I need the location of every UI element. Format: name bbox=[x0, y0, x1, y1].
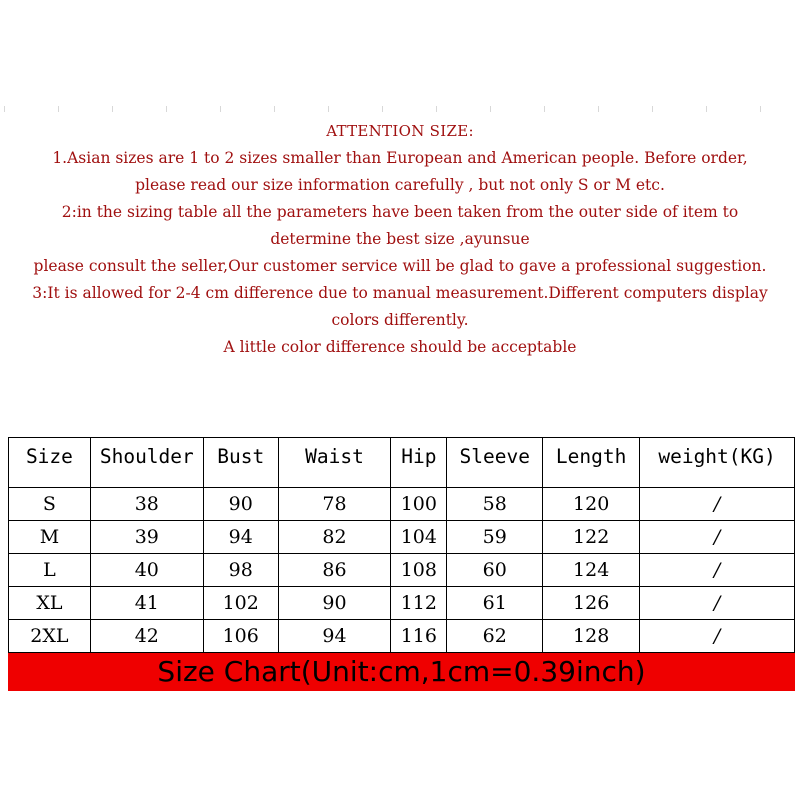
notice-line: please read our size information carefully , but not only S or M etc. bbox=[135, 176, 665, 194]
cell-sleeve: 62 bbox=[447, 620, 543, 653]
cell-shoulder: 38 bbox=[90, 488, 203, 521]
cell-waist: 94 bbox=[278, 620, 391, 653]
cell-length: 122 bbox=[543, 521, 640, 554]
cell-shoulder: 39 bbox=[90, 521, 203, 554]
size-chart-banner: Size Chart(Unit:cm,1cm=0.39inch) bbox=[8, 653, 795, 691]
table-header-row bbox=[9, 438, 795, 488]
cell-shoulder: 40 bbox=[90, 554, 203, 587]
cell-length: 120 bbox=[543, 488, 640, 521]
cell-size: M bbox=[9, 521, 91, 554]
header-length: Length bbox=[543, 438, 640, 488]
table-row bbox=[9, 587, 795, 620]
cell-sleeve: 61 bbox=[447, 587, 543, 620]
notice-line: colors differently. bbox=[331, 311, 469, 329]
cell-weight: / bbox=[640, 488, 795, 521]
cell-size: S bbox=[9, 488, 91, 521]
cell-size: XL bbox=[9, 587, 91, 620]
cell-waist: 78 bbox=[278, 488, 391, 521]
notice-heading: ATTENTION SIZE: bbox=[326, 122, 474, 140]
header-hip: Hip bbox=[391, 438, 447, 488]
notice-line: determine the best size ,ayunsue bbox=[270, 230, 530, 248]
notice-line: 3:It is allowed for 2-4 cm difference due to manual measurement.Different computers display bbox=[32, 284, 768, 302]
table-row bbox=[9, 488, 795, 521]
cell-length: 124 bbox=[543, 554, 640, 587]
cell-shoulder: 42 bbox=[90, 620, 203, 653]
cell-size: 2XL bbox=[9, 620, 91, 653]
cell-hip: 100 bbox=[391, 488, 447, 521]
cell-bust: 102 bbox=[203, 587, 278, 620]
notice-line: A little color difference should be acceptable bbox=[223, 338, 577, 356]
header-weight: weight(KG) bbox=[640, 438, 795, 488]
table-row bbox=[9, 620, 795, 653]
header-size: Size bbox=[9, 438, 91, 488]
notice-line: please consult the seller,Our customer service will be glad to gave a professional suggestion. bbox=[33, 257, 767, 275]
cell-sleeve: 59 bbox=[447, 521, 543, 554]
cell-waist: 90 bbox=[278, 587, 391, 620]
header-bust: Bust bbox=[203, 438, 278, 488]
cell-length: 128 bbox=[543, 620, 640, 653]
cell-weight: / bbox=[640, 620, 795, 653]
cell-weight: / bbox=[640, 554, 795, 587]
cell-waist: 86 bbox=[278, 554, 391, 587]
header-sleeve: Sleeve bbox=[447, 438, 543, 488]
top-divider-ticks bbox=[0, 106, 800, 112]
cell-hip: 108 bbox=[391, 554, 447, 587]
cell-bust: 106 bbox=[203, 620, 278, 653]
header-waist: Waist bbox=[278, 438, 391, 488]
notice-line: 1.Asian sizes are 1 to 2 sizes smaller than European and American people. Before order, bbox=[52, 149, 748, 167]
cell-length: 126 bbox=[543, 587, 640, 620]
size-table bbox=[8, 437, 795, 653]
cell-sleeve: 58 bbox=[447, 488, 543, 521]
cell-sleeve: 60 bbox=[447, 554, 543, 587]
cell-shoulder: 41 bbox=[90, 587, 203, 620]
cell-hip: 112 bbox=[391, 587, 447, 620]
cell-weight: / bbox=[640, 521, 795, 554]
header-shoulder: Shoulder bbox=[90, 438, 203, 488]
attention-notice bbox=[0, 118, 800, 361]
cell-hip: 104 bbox=[391, 521, 447, 554]
cell-weight: / bbox=[640, 587, 795, 620]
cell-bust: 90 bbox=[203, 488, 278, 521]
notice-line: 2:in the sizing table all the parameters have been taken from the outer side of item to bbox=[61, 203, 739, 221]
cell-bust: 94 bbox=[203, 521, 278, 554]
table-row bbox=[9, 521, 795, 554]
cell-bust: 98 bbox=[203, 554, 278, 587]
table-row bbox=[9, 554, 795, 587]
cell-waist: 82 bbox=[278, 521, 391, 554]
cell-hip: 116 bbox=[391, 620, 447, 653]
cell-size: L bbox=[9, 554, 91, 587]
